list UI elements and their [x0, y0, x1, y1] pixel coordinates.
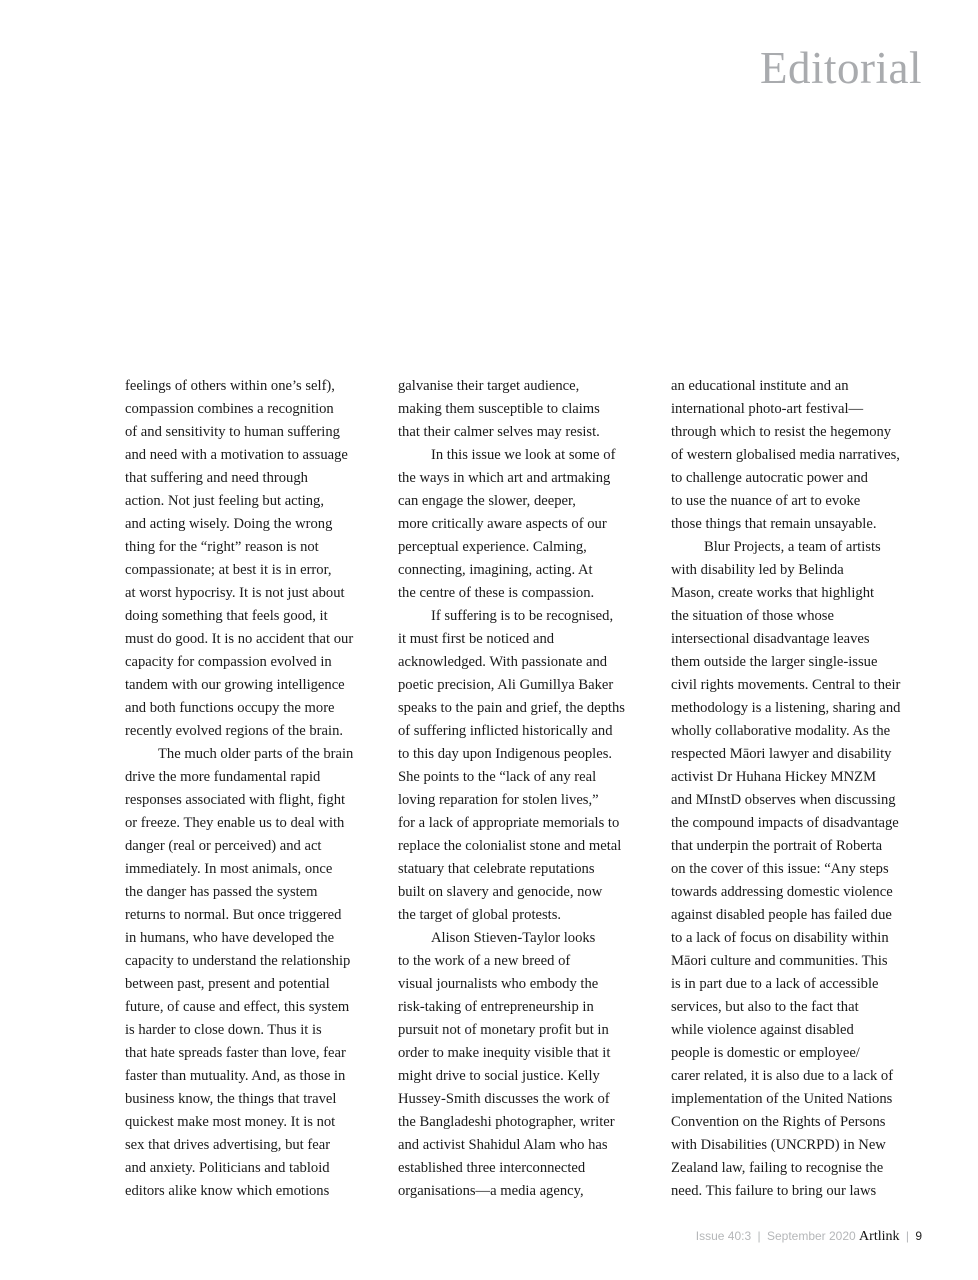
- text-line: to the work of a new breed of: [398, 953, 571, 969]
- page-footer: [696, 1229, 922, 1245]
- text-line: business know, the things that travel: [125, 1091, 337, 1107]
- text-line: capacity to understand the relationship: [125, 953, 351, 969]
- text-line: is harder to close down. Thus it is: [125, 1022, 322, 1038]
- text-line: If suffering is to be recognised,: [431, 608, 614, 624]
- text-line: faster than mutuality. And, as those in: [125, 1068, 346, 1084]
- footer-separator: |: [757, 1229, 761, 1243]
- text-line: for a lack of appropriate memorials to: [398, 815, 620, 831]
- text-line: Zealand law, failing to recognise the: [671, 1160, 884, 1176]
- text-line: sex that drives advertising, but fear: [125, 1137, 331, 1153]
- text-line: the target of global protests.: [398, 907, 562, 923]
- text-line: galvanise their target audience,: [398, 378, 580, 394]
- text-line: with Disabilities (UNCRPD) in New: [671, 1137, 886, 1153]
- section-title: Editorial: [760, 43, 922, 93]
- text-line: and MInstD observes when discussing: [671, 792, 896, 808]
- text-line: more critically aware aspects of our: [398, 516, 607, 532]
- text-line: wholly collaborative modality. As the: [671, 723, 891, 739]
- text-line: risk-taking of entrepreneurship in: [398, 999, 594, 1015]
- text-line: She points to the “lack of any real: [398, 769, 597, 785]
- issue-number: Issue 40:3: [695, 1229, 752, 1243]
- text-line: and both functions occupy the more: [125, 700, 335, 716]
- text-line: towards addressing domestic violence: [671, 884, 893, 900]
- text-line: implementation of the United Nations: [671, 1091, 893, 1107]
- text-line: pursuit not of monetary profit but in: [398, 1022, 609, 1038]
- text-line: visual journalists who embody the: [398, 976, 599, 992]
- text-line: must do good. It is no accident that our: [125, 631, 354, 647]
- text-line: that underpin the portrait of Roberta: [671, 838, 883, 854]
- text-line: Māori culture and communities. This: [671, 953, 888, 969]
- text-line: and anxiety. Politicians and tabloid: [125, 1160, 330, 1176]
- text-line: loving reparation for stolen lives,”: [398, 792, 599, 808]
- text-line: in humans, who have developed the: [125, 930, 335, 946]
- text-line: danger (real or perceived) and act: [125, 838, 322, 854]
- text-line: and need with a motivation to assuage: [125, 447, 348, 463]
- text-column-1: [125, 375, 387, 1203]
- text-line: Alison Stieven-Taylor looks: [431, 930, 596, 946]
- text-line: intersectional disadvantage leaves: [671, 631, 870, 647]
- text-line: the Bangladeshi photographer, writer: [398, 1114, 615, 1130]
- text-line: Mason, create works that highlight: [671, 585, 875, 601]
- text-line: recently evolved regions of the brain.: [125, 723, 344, 739]
- text-line: action. Not just feeling but acting,: [125, 493, 324, 509]
- text-line: that hate spreads faster than love, fear: [125, 1045, 346, 1061]
- text-line: statuary that celebrate reputations: [398, 861, 595, 877]
- text-line: order to make inequity visible that it: [398, 1045, 611, 1061]
- text-line: responses associated with flight, fight: [125, 792, 346, 808]
- text-line: at worst hypocrisy. It is not just about: [125, 585, 345, 601]
- text-line: The much older parts of the brain: [158, 746, 354, 762]
- text-line: the compound impacts of disadvantage: [671, 815, 899, 831]
- page-number: 9: [915, 1229, 922, 1243]
- text-line: feelings of others within one’s self),: [125, 378, 335, 394]
- text-line: to this day upon Indigenous peoples.: [398, 746, 613, 762]
- text-line: Convention on the Rights of Persons: [671, 1114, 886, 1130]
- text-line: international photo-art festival—: [671, 401, 864, 417]
- text-line: or freeze. They enable us to deal with: [125, 815, 345, 831]
- text-line: connecting, imagining, acting. At: [398, 562, 593, 578]
- text-line: through which to resist the hegemony: [671, 424, 892, 440]
- text-line: that suffering and need through: [125, 470, 308, 486]
- text-line: activist Dr Huhana Hickey MNZM: [671, 769, 877, 785]
- text-line: to challenge autocratic power and: [671, 470, 868, 486]
- text-column-3: [671, 375, 933, 1203]
- footer-separator: |: [905, 1229, 909, 1243]
- text-line: people is domestic or employee/: [671, 1045, 860, 1061]
- text-line: acknowledged. With passionate and: [398, 654, 608, 670]
- text-line: editors alike know which emotions: [125, 1183, 330, 1199]
- text-line: drive the more fundamental rapid: [125, 769, 321, 785]
- text-line: on the cover of this issue: “Any steps: [671, 861, 889, 877]
- text-line: doing something that feels good, it: [125, 608, 328, 624]
- text-line: the ways in which art and artmaking: [398, 470, 611, 486]
- text-line: need. This failure to bring our laws: [671, 1183, 877, 1199]
- text-line: future, of cause and effect, this system: [125, 999, 350, 1015]
- text-line: an educational institute and an: [671, 378, 849, 394]
- text-line: against disabled people has failed due: [671, 907, 892, 923]
- text-line: established three interconnected: [398, 1160, 586, 1176]
- text-line: replace the colonialist stone and metal: [398, 838, 622, 854]
- text-line: while violence against disabled: [671, 1022, 854, 1038]
- text-line: it must first be noticed and: [398, 631, 555, 647]
- text-line: compassion combines a recognition: [125, 401, 334, 417]
- text-line: making them susceptible to claims: [398, 401, 600, 417]
- text-line: compassionate; at best it is in error,: [125, 562, 332, 578]
- text-line: capacity for compassion evolved in: [125, 654, 332, 670]
- text-line: perceptual experience. Calming,: [398, 539, 587, 555]
- text-line: returns to normal. But once triggered: [125, 907, 342, 923]
- text-line: carer related, it is also due to a lack of: [671, 1068, 894, 1084]
- text-line: can engage the slower, deeper,: [398, 493, 576, 509]
- text-line: of suffering inflicted historically and: [398, 723, 613, 739]
- text-line: with disability led by Belinda: [671, 562, 844, 578]
- text-line: and acting wisely. Doing the wrong: [125, 516, 333, 532]
- text-line: services, but also to the fact that: [671, 999, 859, 1015]
- text-line: speaks to the pain and grief, the depths: [398, 700, 625, 716]
- text-line: might drive to social justice. Kelly: [398, 1068, 600, 1084]
- text-line: the situation of those whose: [671, 608, 834, 624]
- text-line: the danger has passed the system: [125, 884, 318, 900]
- issue-date: September 2020: [766, 1229, 856, 1243]
- text-line: them outside the larger single-issue: [671, 654, 878, 670]
- text-line: In this issue we look at some of: [431, 447, 616, 463]
- text-line: built on slavery and genocide, now: [398, 884, 603, 900]
- text-line: methodology is a listening, sharing and: [671, 700, 901, 716]
- text-line: the centre of these is compassion.: [398, 585, 595, 601]
- text-line: quickest make most money. It is not: [125, 1114, 336, 1130]
- text-line: of and sensitivity to human suffering: [125, 424, 340, 440]
- text-line: civil rights movements. Central to their: [671, 677, 901, 693]
- text-line: and activist Shahidul Alam who has: [398, 1137, 608, 1153]
- text-line: organisations—a media agency,: [398, 1183, 584, 1199]
- text-line: poetic precision, Ali Gumillya Baker: [398, 677, 614, 693]
- text-line: tandem with our growing intelligence: [125, 677, 345, 693]
- text-line: is in part due to a lack of accessible: [671, 976, 879, 992]
- text-line: Hussey-Smith discusses the work of: [398, 1091, 610, 1107]
- text-line: Blur Projects, a team of artists: [704, 539, 881, 555]
- magazine-name: Artlink: [859, 1229, 900, 1244]
- text-line: respected Māori lawyer and disability: [671, 746, 892, 762]
- text-line: immediately. In most animals, once: [125, 861, 333, 877]
- text-line: to use the nuance of art to evoke: [671, 493, 861, 509]
- text-line: between past, present and potential: [125, 976, 330, 992]
- text-line: that their calmer selves may resist.: [398, 424, 600, 440]
- text-line: of western globalised media narratives,: [671, 447, 900, 463]
- text-column-2: [398, 375, 660, 1203]
- text-line: to a lack of focus on disability within: [671, 930, 889, 946]
- text-line: those things that remain unsayable.: [671, 516, 877, 532]
- text-line: thing for the “right” reason is not: [125, 539, 319, 555]
